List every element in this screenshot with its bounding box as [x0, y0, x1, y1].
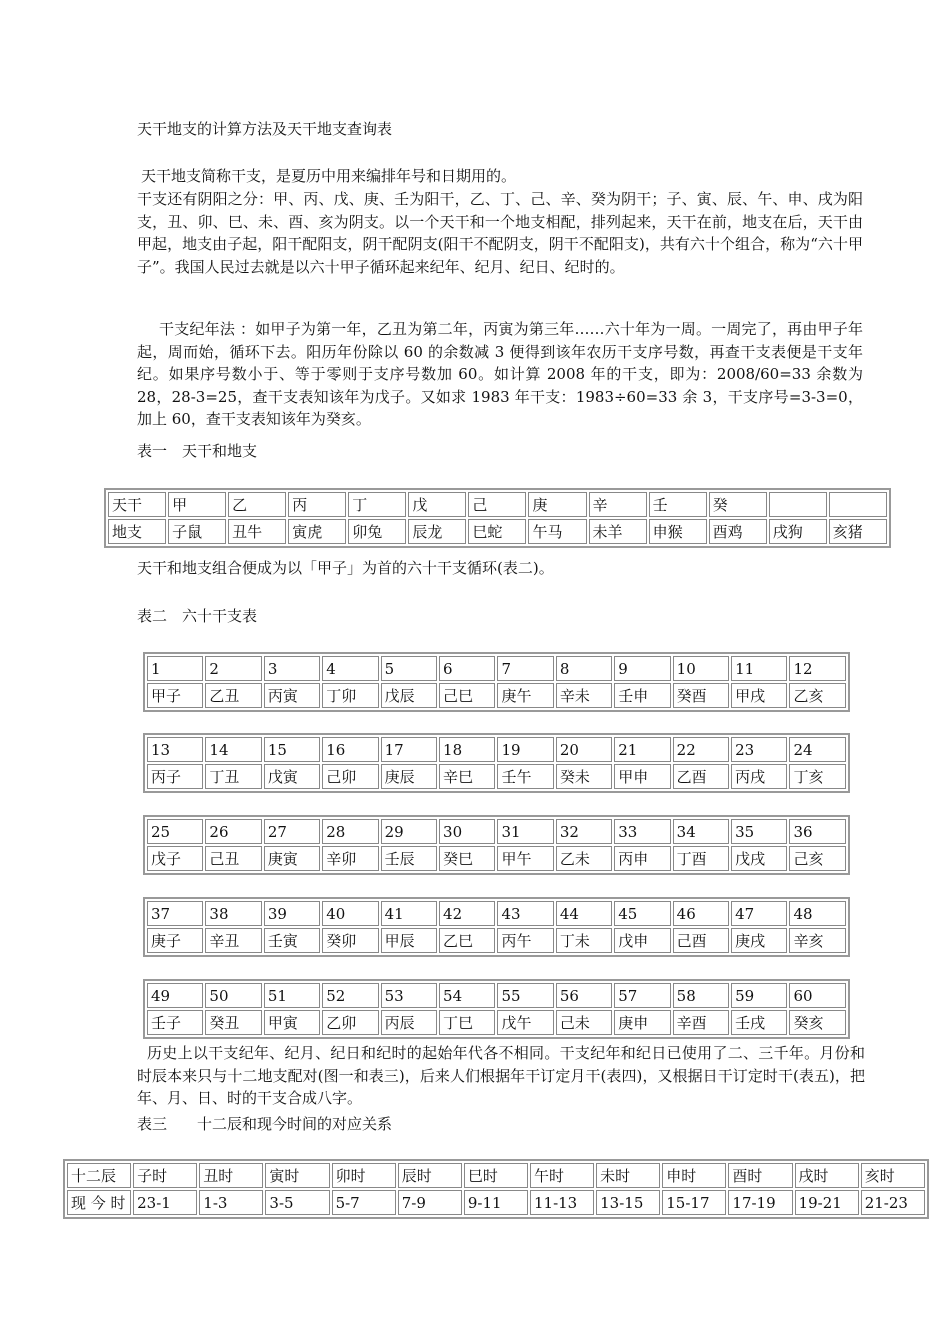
sequence-cell: 26	[205, 819, 261, 844]
ganzhi-cell: 甲辰	[381, 928, 437, 953]
intro-paragraph: 干支还有阴阳之分：甲、丙、戊、庚、壬为阳干，乙、丁、己、辛、癸为阴干；子、寅、辰、午、申、戌为阳支，丑、卯、巳、未、酉、亥为阴支。以一个天干和一个地支相配，排列起来，天干在前，地支在后，天干由甲起，地支由子起，阳干配阳支，阴干配阴支(阳干不配阴支，阴干不配阳支)，共有六十个组合，称为“六十甲子”。我国人民过去就是以六十甲子循环起来纪年、纪月、纪日、纪时的。	[137, 190, 863, 276]
table-cell: 巳蛇	[468, 519, 526, 544]
table-cell: 丁	[348, 492, 406, 517]
sequence-cell: 56	[556, 983, 612, 1008]
table-cell: 午时	[530, 1163, 594, 1188]
ganzhi-cell: 壬辰	[381, 846, 437, 871]
sequence-cell: 10	[673, 656, 729, 681]
table3-caption: 表三 十二辰和现今时间的对应关系	[137, 1115, 393, 1133]
ganzhi-cell: 丙子	[147, 764, 203, 789]
table-cell: 乙	[228, 492, 286, 517]
sequence-cell: 37	[147, 901, 203, 926]
ganzhi-cell: 己亥	[789, 846, 846, 871]
ganzhi-cell: 壬申	[614, 683, 670, 708]
ganzhi-cell: 丁卯	[322, 683, 378, 708]
intro-first-line: 天干地支简称干支，是夏历中用来编排年号和日期用的。	[141, 167, 517, 185]
table-cell: 壬	[649, 492, 707, 517]
ganzhi-row	[147, 764, 846, 789]
ganzhi-cell: 丙申	[614, 846, 670, 871]
table1-row-2	[108, 519, 887, 544]
table-cell: 21-23	[861, 1190, 925, 1215]
ganzhi-cell: 丁酉	[673, 846, 729, 871]
table-cell: 申时	[662, 1163, 726, 1188]
table-cell: 戊	[408, 492, 466, 517]
ganzhi-cell: 壬戌	[731, 1010, 787, 1035]
ganzhi-cell: 庚子	[147, 928, 203, 953]
ganzhi-cell: 己未	[556, 1010, 612, 1035]
sequence-cell: 23	[731, 737, 787, 762]
sequence-cell: 45	[614, 901, 670, 926]
ganzhi-cell: 己巳	[439, 683, 495, 708]
ganzhi-cell: 庚辰	[381, 764, 437, 789]
ganzhi-cell: 丙辰	[381, 1010, 437, 1035]
table-cell: 9-11	[464, 1190, 528, 1215]
ganzhi-cell: 辛亥	[789, 928, 846, 953]
table-cell: 未时	[596, 1163, 660, 1188]
table-cell: 7-9	[398, 1190, 462, 1215]
sequence-cell: 13	[147, 737, 203, 762]
table-cell: 午马	[528, 519, 586, 544]
table-cell: 酉鸡	[709, 519, 767, 544]
table-cell: 15-17	[662, 1190, 726, 1215]
ganzhi-cell: 己丑	[205, 846, 261, 871]
sequence-row	[147, 983, 846, 1008]
sequence-cell: 53	[381, 983, 437, 1008]
ganzhi-cell: 戊申	[614, 928, 670, 953]
table-cell: 11-13	[530, 1190, 594, 1215]
ganzhi-cell: 乙未	[556, 846, 612, 871]
sequence-cell: 34	[673, 819, 729, 844]
table-cell: 庚	[528, 492, 586, 517]
ganzhi-cell: 己卯	[322, 764, 378, 789]
ganzhi-cell: 壬寅	[264, 928, 320, 953]
sequence-cell: 59	[731, 983, 787, 1008]
ganzhi-cell: 乙巳	[439, 928, 495, 953]
ganzhi-cell: 甲戌	[731, 683, 787, 708]
table-cell: 辰时	[398, 1163, 462, 1188]
ganzhi-row	[147, 683, 846, 708]
ganzhi-cell: 庚申	[614, 1010, 670, 1035]
ganzhi-row	[147, 1010, 846, 1035]
table-cell: 巳时	[464, 1163, 528, 1188]
tiangan-dizhi-table	[104, 488, 891, 548]
sequence-cell: 31	[497, 819, 553, 844]
ganzhi-cell: 庚午	[497, 683, 553, 708]
sequence-cell: 28	[322, 819, 378, 844]
ganzhi-cell: 壬午	[497, 764, 553, 789]
sequence-row	[147, 901, 846, 926]
ganzhi-cell: 辛巳	[439, 764, 495, 789]
sequence-cell: 16	[322, 737, 378, 762]
twelve-hours-table	[63, 1159, 929, 1219]
sequence-cell: 15	[264, 737, 320, 762]
sequence-cell: 6	[439, 656, 495, 681]
table3-row-1	[67, 1163, 925, 1188]
sequence-cell: 18	[439, 737, 495, 762]
ganzhi-cell: 甲子	[147, 683, 203, 708]
ganzhi-cell: 乙亥	[789, 683, 846, 708]
sequence-cell: 42	[439, 901, 495, 926]
ganzhi-cell: 戊午	[497, 1010, 553, 1035]
ganzhi-cell: 甲寅	[264, 1010, 320, 1035]
ganzhi-cell: 癸巳	[439, 846, 495, 871]
sequence-cell: 22	[673, 737, 729, 762]
after-table1-text: 天干和地支组合便成为以「甲子」为首的六十干支循环(表二)。	[137, 559, 554, 577]
table-cell: 17-19	[728, 1190, 792, 1215]
sequence-cell: 40	[322, 901, 378, 926]
ganzhi-cell: 庚戌	[731, 928, 787, 953]
ganzhi-cell: 乙丑	[205, 683, 261, 708]
table-cell: 亥时	[861, 1163, 925, 1188]
sequence-cell: 51	[264, 983, 320, 1008]
sequence-cell: 46	[673, 901, 729, 926]
table-cell: 丙	[288, 492, 346, 517]
sequence-cell: 21	[614, 737, 670, 762]
ganzhi-year-paragraph: 干支纪年法 ：如甲子为第一年，乙丑为第二年，丙寅为第三年……六十年为一周。一周完了，再由甲子年起，周而始，循环下去。阳历年份除以 60 的余数减 3 便得到该年农历干支序号数，再查干支表便是干支年纪。如果序号数小于、等于零则于支序号数加 60。如计算 2008 年的干支，即为：2008/60=33 余数为 28，28-3=25，查干支表知该年为戊子。又如求 1983 年干支：1983÷60=33 余 3，干支序号=3-3=0，加上 60，查干支表知该年为癸亥。	[137, 320, 863, 428]
sequence-cell: 48	[789, 901, 846, 926]
table-cell: 寅虎	[288, 519, 346, 544]
table-cell: 未羊	[589, 519, 647, 544]
table-cell: 19-21	[795, 1190, 859, 1215]
ganzhi-cell: 丁亥	[789, 764, 846, 789]
table-cell: 卯兔	[348, 519, 406, 544]
table-cell: 癸	[709, 492, 767, 517]
sequence-cell: 24	[789, 737, 846, 762]
table-cell: 丑时	[199, 1163, 263, 1188]
ganzhi-cell: 辛卯	[322, 846, 378, 871]
table-cell: 甲	[168, 492, 226, 517]
ganzhi-block-5	[143, 979, 850, 1039]
sequence-cell: 2	[205, 656, 261, 681]
ganzhi-cell: 乙酉	[673, 764, 729, 789]
ganzhi-cell: 丁巳	[439, 1010, 495, 1035]
sequence-cell: 8	[556, 656, 612, 681]
ganzhi-cell: 辛丑	[205, 928, 261, 953]
sequence-row	[147, 819, 846, 844]
table-cell: 5-7	[332, 1190, 396, 1215]
table3-row-2	[67, 1190, 925, 1215]
table1-caption: 表一 天干和地支	[137, 442, 258, 460]
ganzhi-cell: 辛酉	[673, 1010, 729, 1035]
sequence-cell: 20	[556, 737, 612, 762]
ganzhi-block-2	[143, 733, 850, 793]
page-title: 天干地支的计算方法及天干地支查询表	[137, 120, 393, 138]
ganzhi-cell: 丙戌	[731, 764, 787, 789]
ganzhi-cell: 丙寅	[264, 683, 320, 708]
table-cell: 子鼠	[168, 519, 226, 544]
sequence-cell: 54	[439, 983, 495, 1008]
sequence-cell: 32	[556, 819, 612, 844]
sequence-cell: 57	[614, 983, 670, 1008]
sequence-cell: 5	[381, 656, 437, 681]
sequence-cell: 1	[147, 656, 203, 681]
ganzhi-cell: 戊辰	[381, 683, 437, 708]
sequence-row	[147, 737, 846, 762]
ganzhi-cell: 癸未	[556, 764, 612, 789]
sequence-cell: 55	[497, 983, 553, 1008]
sequence-cell: 58	[673, 983, 729, 1008]
sequence-cell: 47	[731, 901, 787, 926]
table-cell: 地支	[108, 519, 166, 544]
ganzhi-cell: 己酉	[673, 928, 729, 953]
table-cell: 酉时	[728, 1163, 792, 1188]
table-cell: 13-15	[596, 1190, 660, 1215]
ganzhi-cell: 癸酉	[673, 683, 729, 708]
table-cell: 天干	[108, 492, 166, 517]
table-cell: 辰龙	[408, 519, 466, 544]
ganzhi-cell: 庚寅	[264, 846, 320, 871]
ganzhi-cell: 丙午	[497, 928, 553, 953]
ganzhi-cell: 丁未	[556, 928, 612, 953]
ganzhi-row	[147, 928, 846, 953]
sequence-cell: 49	[147, 983, 203, 1008]
sequence-cell: 52	[322, 983, 378, 1008]
sequence-cell: 35	[731, 819, 787, 844]
sequence-cell: 50	[205, 983, 261, 1008]
table-cell: 戌时	[795, 1163, 859, 1188]
ganzhi-cell: 乙卯	[322, 1010, 378, 1035]
sequence-cell: 44	[556, 901, 612, 926]
table-cell: 亥猪	[829, 519, 887, 544]
ganzhi-block-4	[143, 897, 850, 957]
sequence-cell: 12	[789, 656, 846, 681]
ganzhi-row	[147, 846, 846, 871]
sequence-cell: 9	[614, 656, 670, 681]
table-cell: 卯时	[332, 1163, 396, 1188]
ganzhi-cell: 戊戌	[731, 846, 787, 871]
ganzhi-cell: 癸卯	[322, 928, 378, 953]
sequence-cell: 33	[614, 819, 670, 844]
ganzhi-cell: 壬子	[147, 1010, 203, 1035]
sequence-cell: 4	[322, 656, 378, 681]
history-paragraph: 历史上以干支纪年、纪月、纪日和纪时的起始年代各不相同。干支纪年和纪日已使用了二、三千年。月份和时辰本来只与十二地支配对(图一和表三)，后来人们根据年干订定月干(表四)，又根据日干订定时干(表五)，把年、月、日、时的干支合成八字。	[137, 1044, 865, 1107]
table-cell	[829, 492, 887, 517]
sequence-row	[147, 656, 846, 681]
sequence-cell: 39	[264, 901, 320, 926]
sequence-cell: 3	[264, 656, 320, 681]
table-cell: 戌狗	[769, 519, 827, 544]
sequence-cell: 27	[264, 819, 320, 844]
sequence-cell: 25	[147, 819, 203, 844]
sequence-cell: 14	[205, 737, 261, 762]
sequence-cell: 19	[497, 737, 553, 762]
sequence-cell: 38	[205, 901, 261, 926]
table-cell: 十二辰	[67, 1163, 131, 1188]
sequence-cell: 11	[731, 656, 787, 681]
ganzhi-cell: 辛未	[556, 683, 612, 708]
table-cell: 3-5	[265, 1190, 329, 1215]
ganzhi-block-1	[143, 652, 850, 712]
ganzhi-cell: 癸亥	[789, 1010, 846, 1035]
sequence-cell: 43	[497, 901, 553, 926]
sequence-cell: 7	[497, 656, 553, 681]
ganzhi-cell: 甲午	[497, 846, 553, 871]
table-cell: 23-1	[133, 1190, 197, 1215]
table-cell: 申猴	[649, 519, 707, 544]
sequence-cell: 29	[381, 819, 437, 844]
table-cell: 寅时	[265, 1163, 329, 1188]
sequence-cell: 60	[789, 983, 846, 1008]
table-cell: 1-3	[199, 1190, 263, 1215]
sequence-cell: 30	[439, 819, 495, 844]
ganzhi-cell: 戊寅	[264, 764, 320, 789]
sequence-cell: 36	[789, 819, 846, 844]
table2-caption: 表二 六十干支表	[137, 607, 258, 625]
table-cell	[769, 492, 827, 517]
table-cell: 辛	[589, 492, 647, 517]
table-cell: 子时	[133, 1163, 197, 1188]
table1-row-1	[108, 492, 887, 517]
table-cell: 现 今 时	[67, 1190, 131, 1215]
ganzhi-cell: 甲申	[614, 764, 670, 789]
table-cell: 丑牛	[228, 519, 286, 544]
ganzhi-block-3	[143, 815, 850, 875]
table-cell: 己	[468, 492, 526, 517]
sequence-cell: 17	[381, 737, 437, 762]
ganzhi-cell: 丁丑	[205, 764, 261, 789]
ganzhi-cell: 癸丑	[205, 1010, 261, 1035]
ganzhi-cell: 戊子	[147, 846, 203, 871]
sequence-cell: 41	[381, 901, 437, 926]
